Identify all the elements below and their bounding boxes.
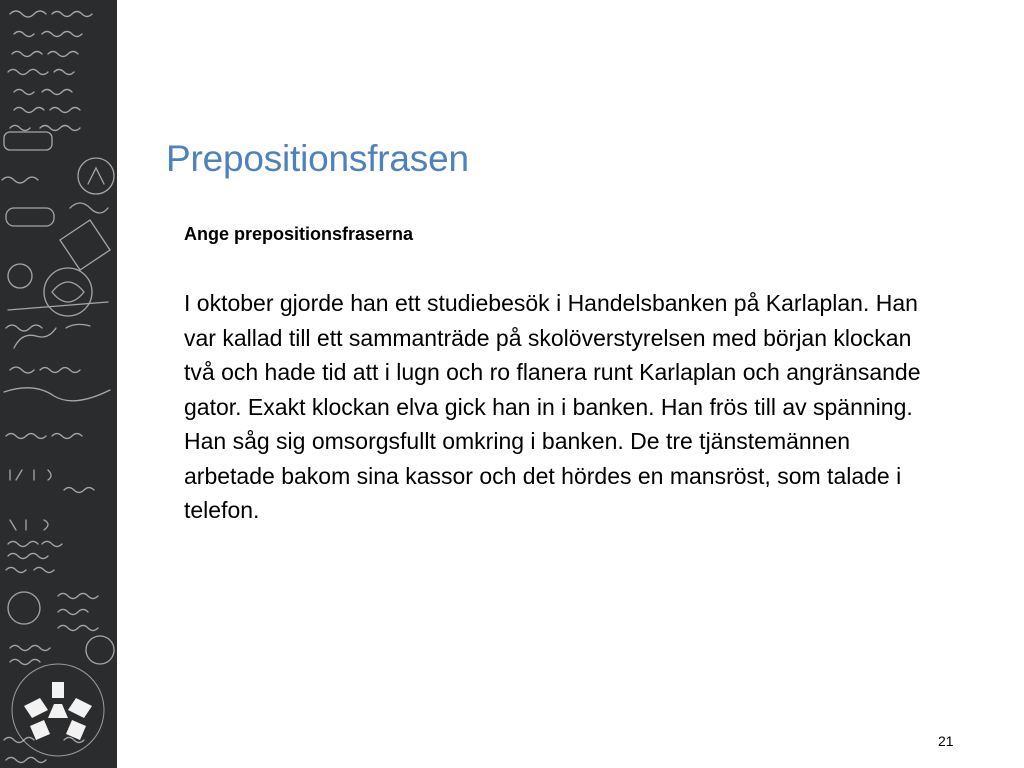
university-seal-logo: [12, 664, 104, 756]
slide-subtitle: Ange prepositionsfraserna: [184, 224, 414, 244]
page-number: 21: [938, 733, 954, 749]
chalkboard-sidebar: [0, 0, 117, 768]
slide-title: Prepositionsfrasen: [166, 138, 469, 179]
slide-body-text: I oktober gjorde han ett studiebesök i Handelsbanken på Karlaplan. Han var kallad till ett sammanträde på skolöverstyrelsen med början klockan två och hade tid att i lugn och ro flanera runt Karlaplan och angränsande gator. Exakt klockan elva gick han in i banken. Han frös till av spänning. Han såg sig omsorgsfullt omkring i banken. De tre tjänstemännen arbetade bakom sina kassor och det hördes en mansröst, som talade i telefon.: [184, 290, 921, 523]
chalkboard-notes-image: [0, 0, 117, 768]
